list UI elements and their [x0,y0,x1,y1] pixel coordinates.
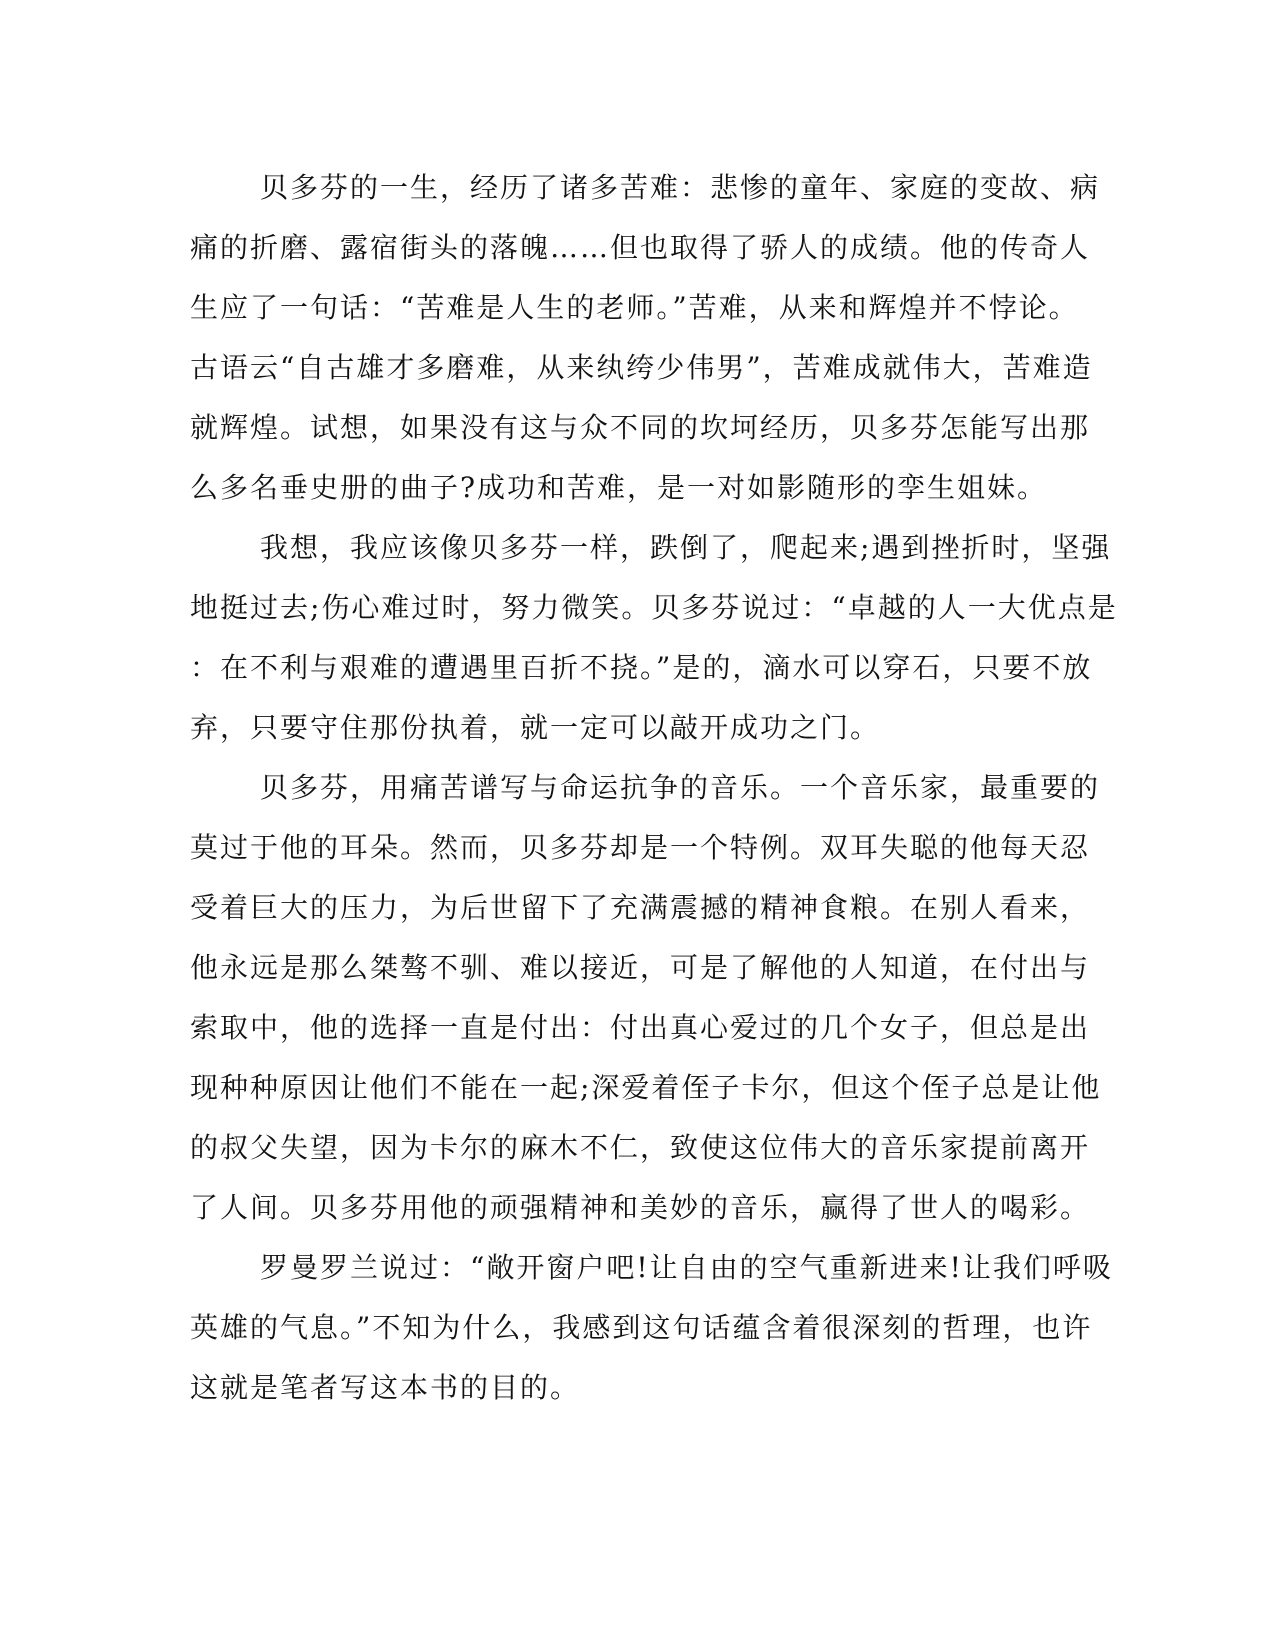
text-line: 贝多芬，用痛苦谱写与命运抗争的音乐。一个音乐家，最重要的 [260,771,1101,804]
text-line: 罗曼罗兰说过：“敞开窗户吧!让自由的空气重新进来!让我们呼吸 [260,1251,1113,1284]
text-line: 索取中，他的选择一直是付出：付出真心爱过的几个女子，但总是出 [190,1011,1091,1044]
text-line: 他永远是那么桀骜不驯、难以接近，可是了解他的人知道，在付出与 [190,951,1091,984]
paragraph-2 [190,518,1118,758]
text-line: 这就是笔者写这本书的目的。 [190,1371,581,1404]
text-line: 的叔父失望，因为卡尔的麻木不仁，致使这位伟大的音乐家提前离开 [190,1131,1091,1164]
text-line: 英雄的气息。”不知为什么，我感到这句话蕴含着很深刻的哲理，也许 [190,1311,1093,1344]
text-line: 古语云“自古雄才多磨难，从来纨绔少伟男”，苦难成就伟大，苦难造 [190,351,1093,384]
text-line: 弃，只要守住那份执着，就一定可以敲开成功之门。 [190,711,881,744]
text-line: 痛的折磨、露宿街头的落魄……但也取得了骄人的成绩。他的传奇人 [190,231,1091,264]
essay-body [190,158,1118,1418]
text-line: 现种种原因让他们不能在一起;深爱着侄子卡尔，但这个侄子总是让他 [190,1071,1102,1104]
text-line: 地挺过去;伤心难过时，努力微笑。贝多芬说过：“卓越的人一大优点是 [190,591,1118,624]
paragraph-1 [190,158,1101,518]
paragraph-4 [190,1238,1113,1418]
text-line: 了人间。贝多芬用他的顽强精神和美妙的音乐，赢得了世人的喝彩。 [190,1191,1091,1224]
text-line: 贝多芬的一生，经历了诸多苦难：悲惨的童年、家庭的变故、病 [260,171,1101,204]
text-line: ：在不利与艰难的遭遇里百折不挠。”是的，滴水可以穿石，只要不放 [190,651,1093,684]
text-line: 生应了一句话：“苦难是人生的老师。”苦难，从来和辉煌并不悖论。 [190,291,1079,324]
text-line: 么多名垂史册的曲子?成功和苦难，是一对如影随形的孪生姐妹。 [190,471,1048,504]
text-line: 莫过于他的耳朵。然而，贝多芬却是一个特例。双耳失聪的他每天忍 [190,831,1091,864]
text-line: 我想，我应该像贝多芬一样，跌倒了，爬起来;遇到挫折时，坚强 [260,531,1112,564]
text-line: 就辉煌。试想，如果没有这与众不同的坎坷经历，贝多芬怎能写出那 [190,411,1091,444]
text-line: 受着巨大的压力，为后世留下了充满震撼的精神食粮。在别人看来， [190,891,1091,924]
paragraph-3 [190,758,1102,1238]
